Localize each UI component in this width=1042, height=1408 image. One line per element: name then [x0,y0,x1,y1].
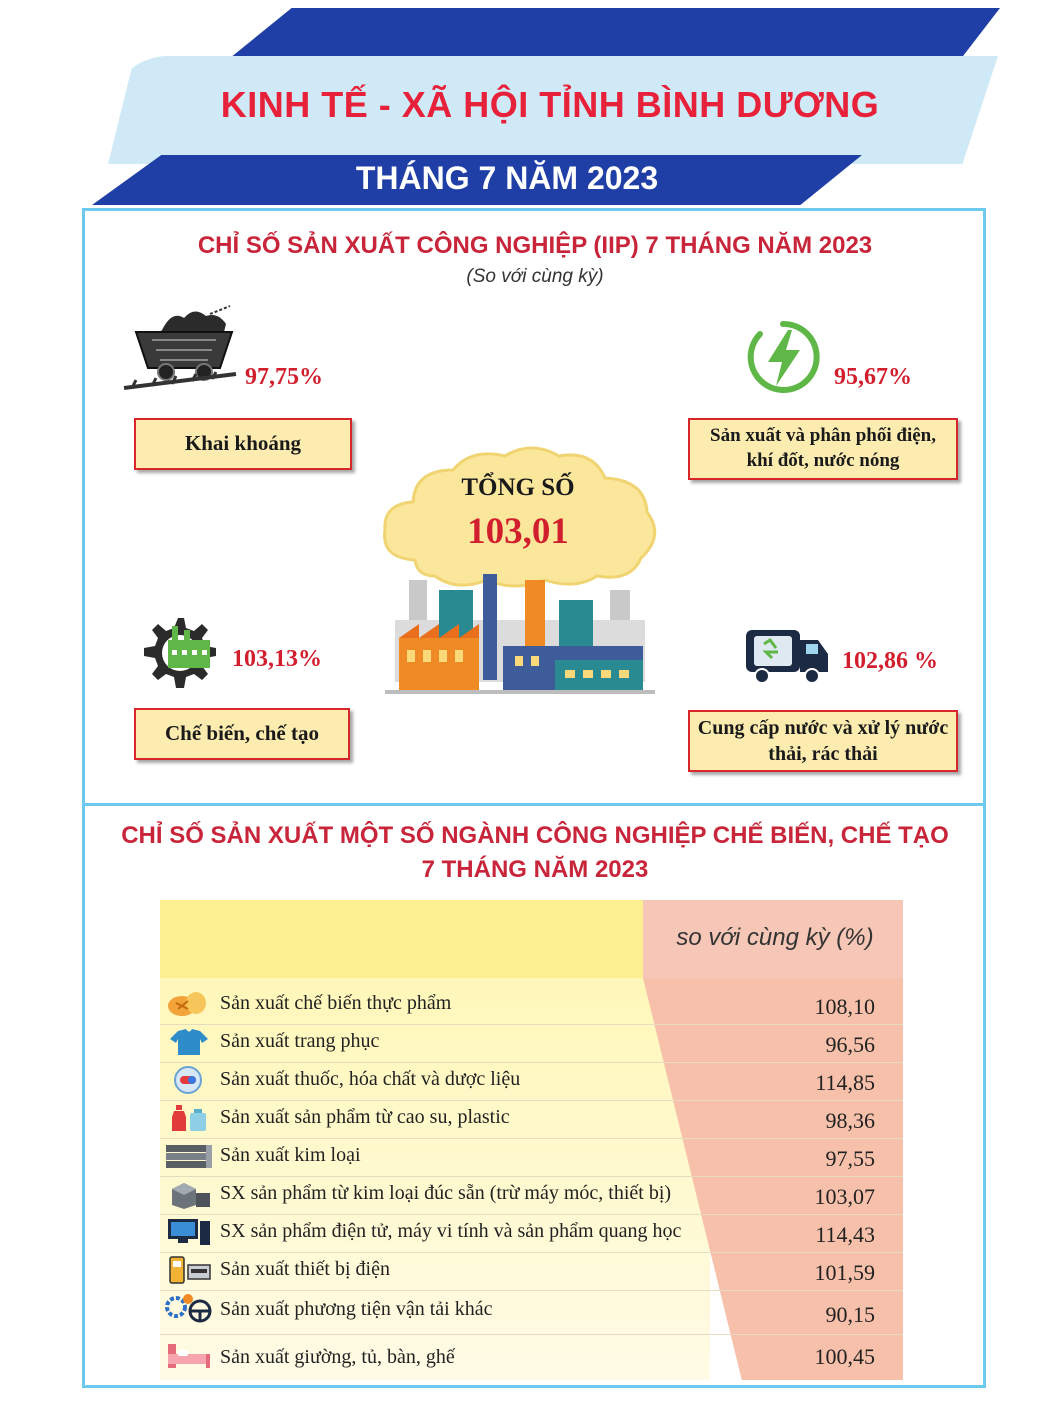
mining-label: Khai khoáng [134,418,352,470]
header-band-top [230,8,1000,58]
row-label: Sản xuất chế biến thực phẩm [220,992,452,1014]
row-value: 100,45 [814,1344,875,1369]
mining-value: 97,75% [245,364,323,390]
table-row [160,1100,903,1139]
row-label: Sản xuất giường, tủ, bàn, ghế [220,1346,455,1368]
row-value: 108,10 [814,994,875,1019]
manufacturing-value: 103,13% [232,646,322,672]
row-label: Sản xuất sản phẩm từ cao su, plastic [220,1106,510,1128]
electricity-value: 95,67% [834,364,912,390]
row-value: 98,36 [825,1108,875,1133]
steering-gear-icon [164,1293,214,1323]
electricity-label: Sản xuất và phân phối điện, khí đốt, nước nóng [688,418,958,480]
row-label: Sản xuất trang phục [220,1030,380,1052]
row-label: Sản xuất phương tiện vận tải khác [220,1298,493,1320]
mfg-title-line1: CHỈ SỐ SẢN XUẤT MỘT SỐ NGÀNH CÔNG NGHIỆP CHẾ BIẾN, CHẾ TẠO [121,822,949,849]
garbage-truck-icon [742,622,830,688]
lightning-icon [746,320,820,394]
table-row [160,1176,903,1215]
table-row [160,986,903,1025]
row-label: SX sản phẩm từ kim loại đúc sẵn (trừ máy móc, thiết bị) [220,1182,672,1204]
section-divider [82,803,986,806]
factory-icon [385,560,655,710]
electric-meter-icon [164,1255,214,1285]
row-label: Sản xuất thiết bị điện [220,1258,390,1280]
iip-subtitle: (So với cùng kỳ) [466,266,604,287]
table-row [160,1062,903,1101]
total-label: TỔNG SỐ [461,474,575,501]
mfg-title-line2: 7 THÁNG NĂM 2023 [421,856,649,883]
water-label: Cung cấp nước và xử lý nước thải, rác thải [688,710,958,772]
metal-blocks-icon [164,1179,214,1209]
table-row [160,1138,903,1177]
table-header-left [160,900,643,978]
plastic-bottle-icon [164,1103,214,1133]
metal-pipes-icon [164,1141,214,1171]
row-value: 90,15 [825,1302,875,1327]
food-icon [164,989,214,1019]
table-row [160,1024,903,1063]
row-value: 101,59 [814,1260,875,1285]
page-title: KINH TẾ - XÃ HỘI TỈNH BÌNH DƯƠNG [220,84,880,125]
iip-title: CHỈ SỐ SẢN XUẤT CÔNG NGHIỆP (IIP) 7 THÁNG NĂM 2023 [197,232,873,259]
row-value: 114,85 [815,1070,875,1095]
table-row [160,1252,903,1291]
computer-icon [164,1217,214,1247]
row-value: 103,07 [814,1184,875,1209]
row-value: 114,43 [815,1222,875,1247]
gear-factory-icon [138,610,218,696]
row-value: 97,55 [825,1146,875,1171]
pills-icon [164,1065,214,1095]
row-label: Sản xuất kim loại [220,1144,361,1166]
table-row [160,1334,903,1378]
bed-icon [164,1340,214,1370]
manufacturing-label: Chế biến, chế tạo [134,708,350,760]
row-label: Sản xuất thuốc, hóa chất và dược liệu [220,1068,521,1090]
row-value: 96,56 [825,1032,875,1057]
page-subtitle: THÁNG 7 NĂM 2023 [355,160,659,196]
table-row [160,1290,903,1335]
table-row [160,1214,903,1253]
row-label: SX sản phẩm điện tử, máy vi tính và sản phẩm quang học [220,1220,682,1242]
table-column-header: so với cùng kỳ (%) [676,924,874,951]
shirt-icon [164,1027,214,1057]
water-value: 102,86 % [842,648,938,674]
mining-cart-icon [122,302,238,396]
total-value: 103,01 [467,511,569,552]
